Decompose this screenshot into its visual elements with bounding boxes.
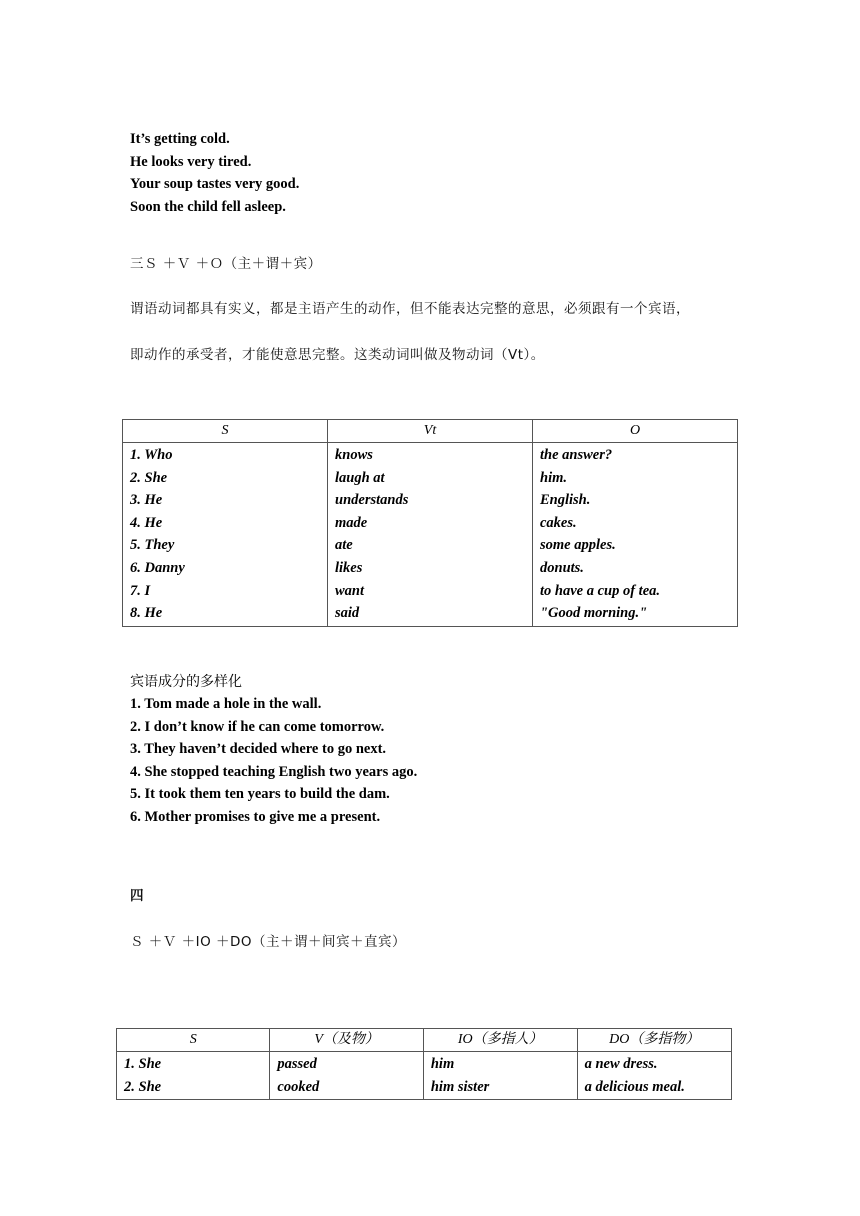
cell: donuts. bbox=[540, 559, 584, 576]
cell: 5. They bbox=[130, 537, 175, 554]
cell: "Good morning." bbox=[540, 605, 648, 622]
table-body-row bbox=[117, 1052, 732, 1100]
cell: a delicious meal. bbox=[584, 1078, 685, 1095]
sentence: It’s getting cold. bbox=[130, 131, 230, 147]
subject-column bbox=[123, 443, 328, 627]
section3-paragraph-line2: 即动作的承受者，才能使意思完整。这类动词叫做及物动词（Vt）。 bbox=[130, 347, 545, 363]
section3-heading: 三Ｓ ＋Ｖ ＋Ｏ（主＋谓＋宾） bbox=[130, 256, 322, 272]
sentence: 3. They haven’t decided where to go next. bbox=[130, 741, 387, 758]
cell: 6. Danny bbox=[130, 559, 185, 576]
cell: cooked bbox=[277, 1078, 320, 1095]
sentence: 6. Mother promises to give me a present. bbox=[130, 808, 381, 825]
header-v: V（及物） bbox=[270, 1029, 423, 1052]
cell: likes bbox=[335, 559, 363, 576]
header-o: O bbox=[533, 420, 738, 443]
sentence: 1. Tom made a hole in the wall. bbox=[130, 696, 322, 712]
sentence: Soon the child fell asleep. bbox=[130, 198, 286, 215]
cell: 8. He bbox=[130, 605, 163, 622]
sentence: Your soup tastes very good. bbox=[130, 176, 300, 193]
cell: 7. I bbox=[130, 582, 151, 599]
svioDo-table bbox=[116, 1028, 732, 1100]
header-do: DO（多指物） bbox=[577, 1029, 731, 1052]
cell: 2. She bbox=[130, 469, 168, 486]
table-header-row bbox=[117, 1029, 732, 1052]
cell: 1. She bbox=[124, 1056, 162, 1072]
cell: 4. He bbox=[130, 514, 163, 531]
table-body-row bbox=[123, 443, 738, 627]
cell: said bbox=[335, 605, 360, 622]
cell: made bbox=[335, 514, 368, 531]
indirect-object-column bbox=[423, 1052, 577, 1100]
cell: laugh at bbox=[335, 469, 385, 486]
cell: want bbox=[335, 582, 365, 599]
verb-column bbox=[328, 443, 533, 627]
object-variety-sentences bbox=[130, 693, 417, 829]
header-s: S bbox=[123, 420, 328, 443]
sentence: 2. I don’t know if he can come tomorrow. bbox=[130, 718, 385, 735]
section4-number: 四 bbox=[130, 888, 144, 904]
cell: 3. He bbox=[130, 492, 163, 509]
cell: him. bbox=[540, 469, 567, 486]
cell: a new dress. bbox=[584, 1056, 658, 1072]
header-s: S bbox=[117, 1029, 270, 1052]
cell: ate bbox=[335, 537, 353, 554]
cell: to have a cup of tea. bbox=[540, 582, 661, 599]
cell: passed bbox=[277, 1056, 317, 1072]
object-column bbox=[533, 443, 738, 627]
cell: him sister bbox=[430, 1078, 490, 1095]
cell: English. bbox=[540, 492, 591, 509]
direct-object-column bbox=[577, 1052, 731, 1100]
sentence: 4. She stopped teaching English two years ago. bbox=[130, 763, 418, 780]
section3-paragraph-line1: 谓语动词都具有实义，都是主语产生的动作，但不能表达完整的意思，必须跟有一个宾语， bbox=[130, 301, 690, 317]
object-variety-heading: 宾语成分的多样化 bbox=[130, 674, 242, 690]
header-io: IO（多指人） bbox=[423, 1029, 577, 1052]
section4-heading: Ｓ ＋Ｖ ＋IO ＋DO（主＋谓＋间宾＋直宾） bbox=[130, 934, 407, 950]
cell: cakes. bbox=[540, 514, 577, 531]
header-vt: Vt bbox=[328, 420, 533, 443]
sentence: He looks very tired. bbox=[130, 153, 252, 170]
verb-column bbox=[270, 1052, 423, 1100]
cell: knows bbox=[335, 447, 373, 463]
cell: understands bbox=[335, 492, 409, 509]
sentence: 5. It took them ten years to build the dam. bbox=[130, 786, 390, 803]
svo-table bbox=[122, 419, 738, 627]
cell: some apples. bbox=[540, 537, 616, 554]
cell: 2. She bbox=[124, 1078, 162, 1095]
cell: the answer? bbox=[540, 447, 613, 463]
subject-column bbox=[117, 1052, 270, 1100]
table-header-row bbox=[123, 420, 738, 443]
cell: 1. Who bbox=[130, 447, 173, 463]
intro-sentences bbox=[130, 128, 299, 218]
cell: him bbox=[430, 1056, 455, 1072]
